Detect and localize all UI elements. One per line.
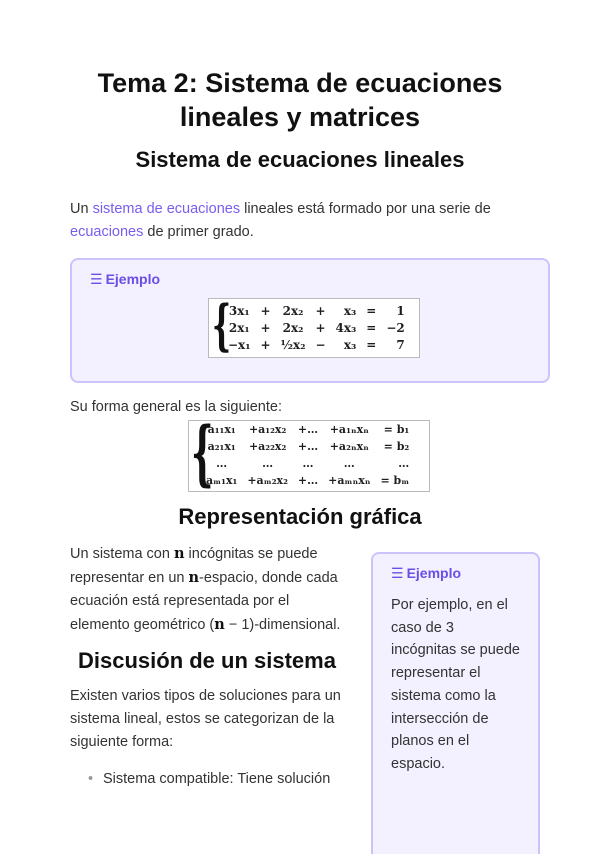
example-label: Ejemplo <box>406 565 462 581</box>
eq-rhs: = b₁ <box>383 423 410 436</box>
eq-op: + <box>315 303 326 318</box>
text-line: incógnitas se puede <box>184 546 318 562</box>
eq-term: +… <box>297 423 319 436</box>
eq-term: … <box>302 457 314 470</box>
equation-row <box>223 336 410 353</box>
section-heading-representacion: Representación gráfica <box>178 504 422 529</box>
text-line: representar el <box>391 665 481 682</box>
equation-row <box>201 438 414 455</box>
text-line: intersección de <box>391 710 489 727</box>
page-title-line-2: lineales y matrices <box>179 102 421 132</box>
text-line: Existen varios tipos de soluciones para un <box>70 688 341 704</box>
text-line: ecuación está representada por el <box>70 593 290 609</box>
example-label: Ejemplo <box>105 271 161 287</box>
math-n: n <box>173 545 185 562</box>
eq-term: 4x₃ <box>335 320 357 335</box>
eq-term: +a₁₂x₂ <box>248 423 287 436</box>
eq-op: − <box>315 337 326 352</box>
intro-text-1: Un <box>70 201 93 217</box>
section-heading-sistema: Sistema de ecuaciones lineales <box>135 147 465 172</box>
page-title <box>40 66 560 134</box>
eq-rhs: … <box>398 457 410 470</box>
eq-term: 2x₂ <box>282 303 304 318</box>
eq-term: +aₘₙxₙ <box>328 474 371 487</box>
page-title-line-1: Tema 2: Sistema de ecuaciones <box>97 68 503 98</box>
math-n: n <box>214 616 225 633</box>
text-line: incógnitas se puede <box>391 642 520 659</box>
text-line: Por ejemplo, en el <box>391 597 508 613</box>
text-line: -espacio, donde cada <box>199 570 338 586</box>
representacion-paragraph <box>70 542 360 637</box>
link-sistema-de-ecuaciones[interactable]: sistema de ecuaciones <box>92 201 241 217</box>
eq-term: +… <box>297 440 319 453</box>
eq-term: a₂₁x₁ <box>207 440 236 453</box>
intro-text-3: de primer grado. <box>143 224 254 240</box>
text-line: espacio. <box>391 755 446 772</box>
eq-term: +a₂ₙxₙ <box>329 440 369 453</box>
link-ecuaciones[interactable]: ecuaciones <box>70 224 144 240</box>
eq-term: a₁₁x₁ <box>207 423 236 436</box>
eq-term: x₃ <box>343 337 357 352</box>
section-heading-discusion: Discusión de un sistema <box>78 648 336 673</box>
eq-op: + <box>260 320 271 335</box>
eq-term: +a₂₂x₂ <box>248 440 287 453</box>
list-icon: ☰ <box>391 565 404 581</box>
text-line: Un sistema con <box>70 546 174 562</box>
eq-term: −x₁ <box>228 337 251 352</box>
text-line: siguiente forma: <box>70 734 174 750</box>
eq-equals: = <box>366 303 377 318</box>
text-line: elemento geométrico ( <box>70 617 215 633</box>
equation-row <box>201 472 414 489</box>
eq-term: … <box>216 457 228 470</box>
list-item: • Sistema compatible: Tiene solución <box>88 768 330 790</box>
equation-row <box>201 455 414 472</box>
eq-rhs: = bₘ <box>380 474 410 487</box>
eq-term: +… <box>297 474 319 487</box>
eq-equals: = <box>366 320 377 335</box>
example-callout-title <box>90 271 160 288</box>
left-brace: { <box>191 411 214 494</box>
equation-row <box>223 319 410 336</box>
eq-term: aₘ₁x₁ <box>206 474 238 487</box>
text-line: sistema lineal, estos se categorizan de la <box>70 711 335 727</box>
eq-op: + <box>260 337 271 352</box>
example-equation-system <box>208 293 420 358</box>
side-example-text <box>391 594 531 776</box>
eq-rhs: = b₂ <box>383 440 410 453</box>
eq-term: 2x₁ <box>228 320 250 335</box>
equation-row <box>223 302 410 319</box>
side-example-callout-title <box>391 565 461 582</box>
equation-row <box>201 421 414 438</box>
eq-term: 2x₂ <box>282 320 304 335</box>
text-line: − 1)-dimensional. <box>224 617 341 633</box>
discusion-paragraph <box>70 685 365 754</box>
eq-rhs: 1 <box>396 303 405 318</box>
eq-term: … <box>262 457 274 470</box>
intro-paragraph <box>70 198 540 244</box>
eq-equals: = <box>366 337 377 352</box>
text-line: representar en un <box>70 570 189 586</box>
eq-term: x₃ <box>343 303 357 318</box>
text-line: caso de 3 <box>391 619 454 636</box>
eq-term: +a₁ₙxₙ <box>329 423 369 436</box>
solution-types-list <box>88 768 330 790</box>
eq-term: 3x₁ <box>228 303 250 318</box>
eq-rhs: −2 <box>386 320 405 335</box>
eq-op: + <box>260 303 271 318</box>
eq-term: … <box>343 457 355 470</box>
eq-op: + <box>315 320 326 335</box>
list-icon: ☰ <box>90 271 103 287</box>
intro-text-2: lineales está formado por una serie de <box>240 201 491 217</box>
eq-term: ½x₂ <box>280 337 306 352</box>
general-equation-system <box>188 411 430 494</box>
general-equation-table <box>201 421 414 489</box>
general-form-text: Su forma general es la siguiente: <box>70 399 282 415</box>
example-equation-table <box>223 302 410 353</box>
eq-rhs: 7 <box>396 337 405 352</box>
math-n: n <box>188 569 200 586</box>
left-brace: { <box>212 293 232 357</box>
text-line: sistema como la <box>391 687 496 704</box>
text-line: planos en el <box>391 733 470 750</box>
eq-term: +aₘ₂x₂ <box>247 474 288 487</box>
